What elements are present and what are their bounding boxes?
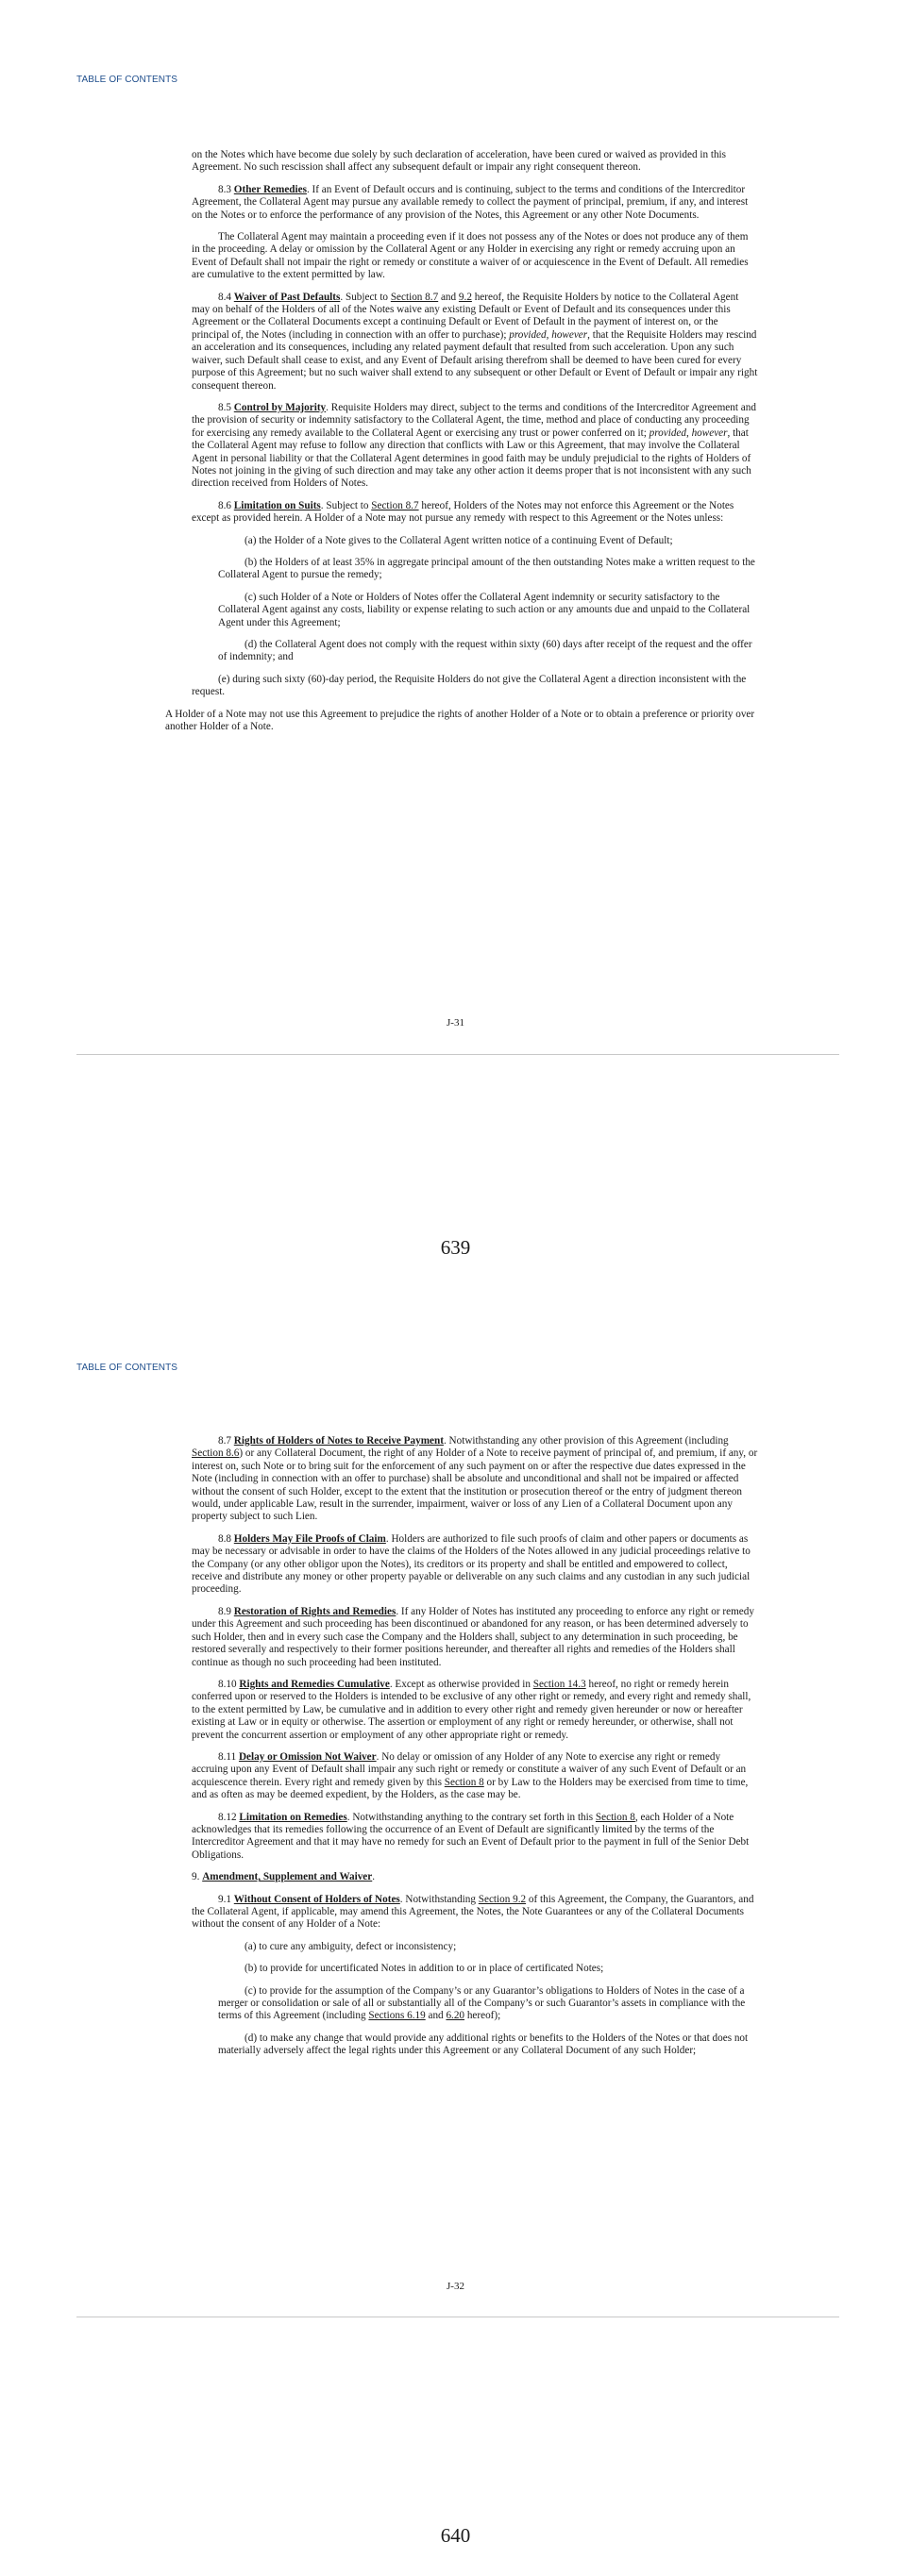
paragraph-continuation: on the Notes which have become due solely by such declaration of acceleration, have been cured or waived as provided in this Agreement. No such rescission shall affect any subsequent default or impair any right consequent thereon.: [192, 149, 727, 174]
section-8-7: 8.7 Rights of Holders of Notes to Receive Payment. Notwithstanding any other provision of this Agreement (including Section 8.6) or any Collateral Document, the right of any Holder of a Note to receive payment of principal of, and premium, if any, or interest on, such Note or to bring suit for the enforcement of any such payment on or after the respective due dates expressed in the Note (including in connection with an offer to purchase) shall be absolute and unconditional and shall not be impaired or affected without the consent of such Holder, except to the extent that the institution or prosecution thereof or the entry of judgment thereon would, under applicable Law, result in the surrender, impairment, waiver or loss of any Lien of a Collateral Document upon any property subject to such Lien.: [192, 1435, 758, 1523]
paragraph-collateral-agent: The Collateral Agent may maintain a proceeding even if it does not possess any of the Notes or does not produce any of them in the proceeding. A delay or omission by the Collateral Agent or any Holder in exercising any right or remedy accruing upon an Event of Default shall not impair the right or remedy or constitute a waiver of or acquiescence in the Event of Default. All remedies are cumulative to the extent permitted by law.: [192, 231, 749, 281]
section-8-6: 8.6 Limitation on Suits. Subject to Section 8.7 hereof, Holders of the Notes may not enforce this Agreement or the Notes except as provided herein. A Holder of a Note may not pursue any remedy with respect to this Agreement or the Notes unless:: [192, 499, 734, 525]
page-divider: [76, 1054, 839, 1055]
table-of-contents-link[interactable]: TABLE OF CONTENTS: [76, 75, 178, 85]
section-8-4-title: Waiver of Past Defaults: [233, 291, 341, 303]
section-8-10-title: Rights and Remedies Cumulative: [239, 1678, 390, 1690]
section-reference-link[interactable]: 9.2: [458, 291, 472, 303]
section-reference-link[interactable]: Section 8.7: [390, 291, 439, 303]
section-8-6-title: Limitation on Suits: [233, 499, 321, 511]
section-9-1-title: Without Consent of Holders of Notes: [233, 1893, 400, 1905]
list-item: (c) such Holder of a Note or Holders of Notes offer the Collateral Agent indemnity or security satisfactory to the Collateral Agent against any costs, liability or expense relating to such action or any amounts due and unpaid to the Collateral Agent under this Agreement;: [218, 591, 751, 628]
list-item: (b) to provide for uncertificated Notes in addition to or in place of certificated Notes;: [245, 1963, 604, 1975]
section-8-3-title: Other Remedies: [233, 183, 307, 195]
list-item: (a) the Holder of a Note gives to the Collateral Agent written notice of a continuing Event of Default;: [245, 534, 673, 546]
page-footer: J-32: [447, 2281, 464, 2292]
section-8-3: 8.3 Other Remedies. If an Event of Default occurs and is continuing, subject to the terms and conditions of the Intercreditor Agreement, the Collateral Agent may pursue any available remedy to collect the payment of principal, premium, if any, and interest on the Notes or to enforce the performance of any provision of the Notes, this Agreement or any other Note Documents.: [192, 183, 749, 221]
section-8-11-title: Delay or Omission Not Waiver: [238, 1750, 377, 1763]
section-9-1: 9.1 Without Consent of Holders of Notes. Notwithstanding Section 9.2 of this Agreement, the Company, the Guarantors, and the Collateral Agent, if applicable, may amend this Agreement, the Notes, the Note Guarantees or any of the Collateral Documents without the consent of any Holder of a Note:: [192, 1893, 754, 1931]
list-item: (d) the Collateral Agent does not comply with the request within sixty (60) days after receipt of the request and the offer of indemnity; and: [218, 639, 752, 663]
section-8-8: 8.8 Holders May File Proofs of Claim. Holders are authorized to file such proofs of claim and other papers or documents as may be necessary or advisable in order to have the claims of the Holders of the Notes allowed in any judicial proceedings relative to the Company (or any other obligor upon the Notes), its creditors or its property and shall be entitled and empowered to collect, receive and distribute any money or other property payable or deliverable on any such claims and any custodian in any such judicial proceeding.: [192, 1532, 751, 1596]
section-reference-link[interactable]: Section 8: [595, 1811, 635, 1823]
section-reference-link[interactable]: Section 9.2: [478, 1893, 527, 1905]
section-reference-link[interactable]: Section 8: [444, 1776, 484, 1788]
section-8-12: 8.12 Limitation on Remedies. Notwithstanding anything to the contrary set forth in this Section 8, each Holder of a Note acknowledges that its remedies following the occurrence of an Event of Default are significantly limited by the terms of the Intercreditor Agreement and that it may have no remedy for such an Event of Default prior to the payment in full of the Senior Debt Obligations.: [192, 1811, 750, 1861]
paragraph-holder-preference: A Holder of a Note may not use this Agreement to prejudice the rights of another Holder of a Note or to obtain a preference or priority over another Holder of a Note.: [165, 708, 755, 733]
page-number: 639: [440, 1236, 471, 1259]
section-9-title: Amendment, Supplement and Waiver: [202, 1871, 373, 1883]
list-item: (b) the Holders of at least 35% in aggregate principal amount of the then outstanding Notes make a written request to the Collateral Agent to pursue the remedy;: [218, 556, 755, 581]
section-9-heading: 9. Amendment, Supplement and Waiver.: [192, 1871, 376, 1883]
section-8-11: 8.11 Delay or Omission Not Waiver. No delay or omission of any Holder of any Note to exercise any right or remedy accruing upon any Event of Default shall impair any such right or remedy or constitute a waiver of any such Event of Default or an acquiescence therein. Every right and remedy given by this Section 8 or by Law to the Holders may be exercised from time to time, and as often as may be deemed expedient, by the Holders, as the case may be.: [192, 1750, 749, 1801]
section-8-12-title: Limitation on Remedies: [239, 1811, 347, 1823]
table-of-contents-link[interactable]: TABLE OF CONTENTS: [76, 1363, 178, 1373]
section-8-4: 8.4 Waiver of Past Defaults. Subject to Section 8.7 and 9.2 hereof, the Requisite Holders by notice to the Collateral Agent may on behalf of the Holders of all of the Notes waive any existing Default or Event of Default and its consequences under this Agreement or the Collateral Documents except a continuing Default or Event of Default in the payment of interest on, or the principal of, the Notes (including in connection with an offer to purchase); provided, however, that the Requisite Holders may rescind an acceleration and its consequences, including any related payment default that resulted from such acceleration. Upon any such waiver, such Default shall cease to exist, and any Event of Default arising therefrom shall be deemed to have been cured for every purpose of this Agreement; but no such waiver shall extend to any subsequent or other Default or Event of Default or impair any right consequent thereon.: [192, 291, 758, 392]
section-8-5: 8.5 Control by Majority. Requisite Holders may direct, subject to the terms and conditions of the Intercreditor Agreement and the provision of security or indemnity satisfactory to the Collateral Agent, the time, method and place of conducting any proceeding for exercising any remedy available to the Collateral Agent or exercising any trust or power conferred on it; provided, however, that the Collateral Agent may refuse to follow any direction that conflicts with Law or this Agreement, that may involve the Collateral Agent in personal liability or that the Collateral Agent determines in good faith may be unduly prejudicial to the rights of Holders of Notes not joining in the giving of such direction and may take any other action it deems proper that is not inconsistent with any such direction received from Holders of Notes.: [192, 401, 756, 490]
section-reference-link[interactable]: Section 8.6: [192, 1447, 240, 1460]
list-item: (a) to cure any ambiguity, defect or inconsistency;: [245, 1940, 457, 1952]
section-8-9: 8.9 Restoration of Rights and Remedies. If any Holder of Notes has instituted any proceeding to enforce any right or remedy under this Agreement and such proceeding has been discontinued or abandoned for any reason, or has been determined adversely to such Holder, then and in every such case the Company and the Holders shall, subject to any determination in such proceeding, be restored severally and respectively to their former positions hereunder, and thereafter all rights and remedies of the Holders shall continue as though no such proceeding had been instituted.: [192, 1605, 754, 1668]
list-item: (c) to provide for the assumption of the Company’s or any Guarantor’s obligations to Holders of Notes in the case of a merger or consolidation or sale of all or substantially all of the Company’s or such Guarantor’s assets in compliance with the terms of this Agreement (including Sections 6.19 and 6.20 hereof);: [218, 1984, 746, 2022]
page-2-body: [192, 1435, 758, 2067]
section-reference-link[interactable]: Section 14.3: [532, 1678, 586, 1690]
page-footer: J-31: [447, 1017, 464, 1029]
section-8-10: 8.10 Rights and Remedies Cumulative. Except as otherwise provided in Section 14.3 hereof, no right or remedy herein conferred upon or reserved to the Holders is intended to be exclusive of any other right or remedy, and every right and remedy shall, to the extent permitted by Law, be cumulative and in addition to every other right and remedy given hereunder or now or hereafter existing at Law or in equity or otherwise. The assertion or employment of any right or remedy hereunder, or otherwise, shall not prevent the concurrent assertion or employment of any other appropriate right or remedy.: [192, 1678, 751, 1741]
section-8-5-title: Control by Majority: [233, 401, 327, 413]
page-1-body: [165, 149, 758, 743]
list-item: (d) to make any change that would provide any additional rights or benefits to the Holders of the Notes or that does not materially adversely affect the legal rights under this Agreement or any Collateral Document of any such Holder;: [218, 2032, 749, 2057]
section-reference-link[interactable]: Section 8.7: [371, 499, 419, 511]
section-8-7-title: Rights of Holders of Notes to Receive Payment: [233, 1435, 444, 1447]
list-item: (e) during such sixty (60)-day period, the Requisite Holders do not give the Collateral Agent a direction inconsistent with the request.: [192, 673, 747, 698]
section-8-9-title: Restoration of Rights and Remedies: [233, 1605, 396, 1617]
page-number: 640: [440, 2524, 471, 2547]
section-8-8-title: Holders May File Proofs of Claim: [233, 1532, 386, 1545]
section-reference-link[interactable]: Sections 6.19: [368, 2010, 426, 2022]
section-reference-link[interactable]: 6.20: [446, 2010, 465, 2022]
